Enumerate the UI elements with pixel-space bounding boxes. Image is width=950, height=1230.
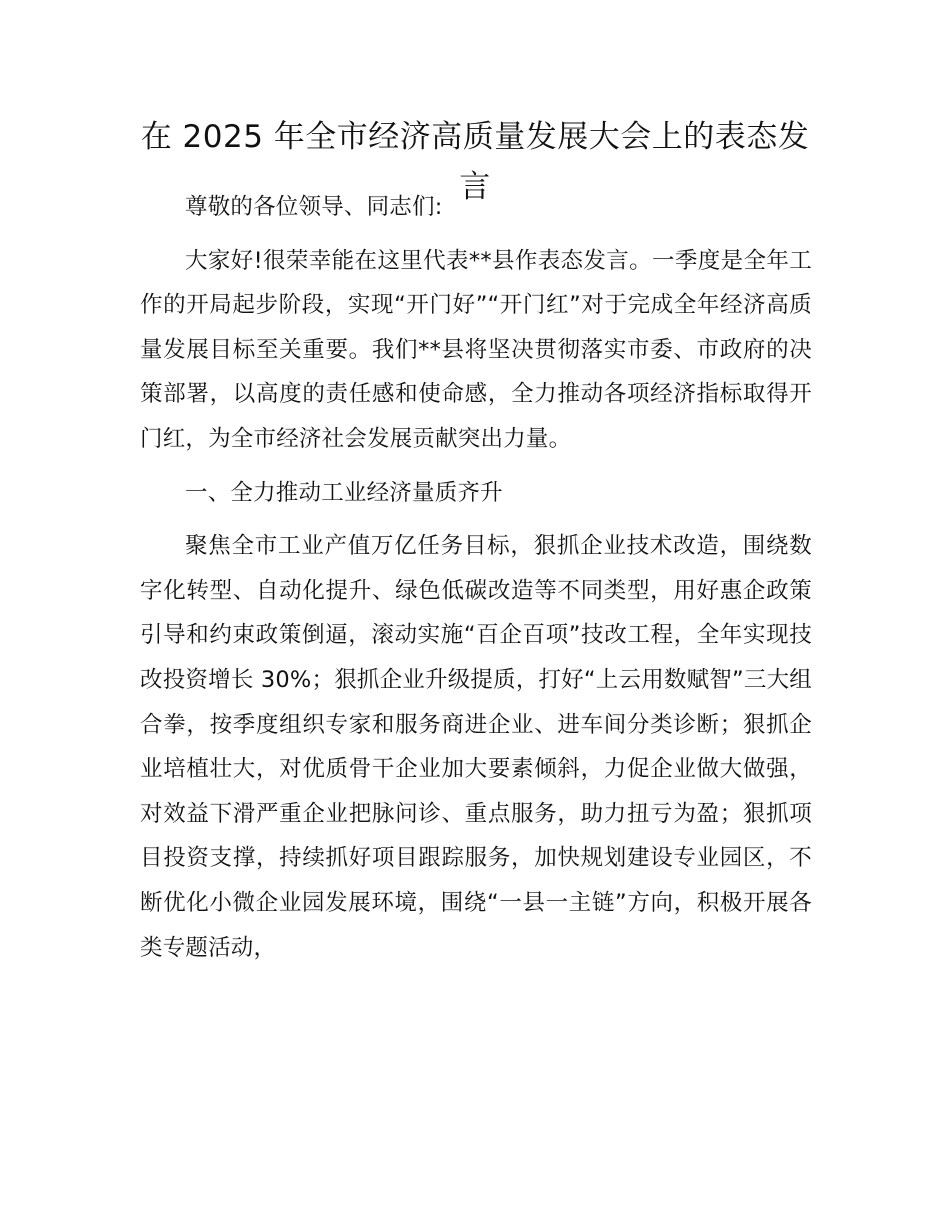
greeting-line: 尊敬的各位领导、同志们:	[185, 194, 443, 220]
section-heading: 一、全力推动工业经济量质齐升	[185, 479, 503, 506]
intro-paragraph: 大家好!很荣幸能在这里代表**县作表态发言。一季度是全年工作的开局起步阶段，实现“开门好”“开门红”对于完成全年经济高质量发展目标至关重要。我们**县将坚决贯彻落实市委、市政府的决策部署，以高度的责任感和使命感，全力推动各项经济指标取得开门红，为全市经济社会发展贡献突出力量。	[140, 247, 812, 452]
section-paragraph: 聚焦全市工业产值万亿任务目标，狠抓企业技术改造，围绕数字化转型、自动化提升、绿色低碳改造等不同类型，用好惠企政策引导和约束政策倒逼，滚动实施“百企百项”技改工程，全年实现技改投资增长 30%；狠抓企业升级提质，打好“上云用数赋智”三大组合拳，按季度组织专家和服务商进企业、进车间分类诊断；狠抓企业培植壮大，对优质骨干企业加大要素倾斜，力促企业做大做强，对效益下滑严重企业把脉问诊、重点服务，助力扭亏为盈；狠抓项目投资支撑，持续抓好项目跟踪服务，加快规划建设专业园区，不断优化小微企业园发展环境，围绕“一县一主链”方向，积极开展各类专题活动，	[140, 533, 812, 961]
document-title: 在 2025 年全市经济高质量发展大会上的表态发言	[140, 119, 810, 205]
document-body	[140, 185, 812, 970]
